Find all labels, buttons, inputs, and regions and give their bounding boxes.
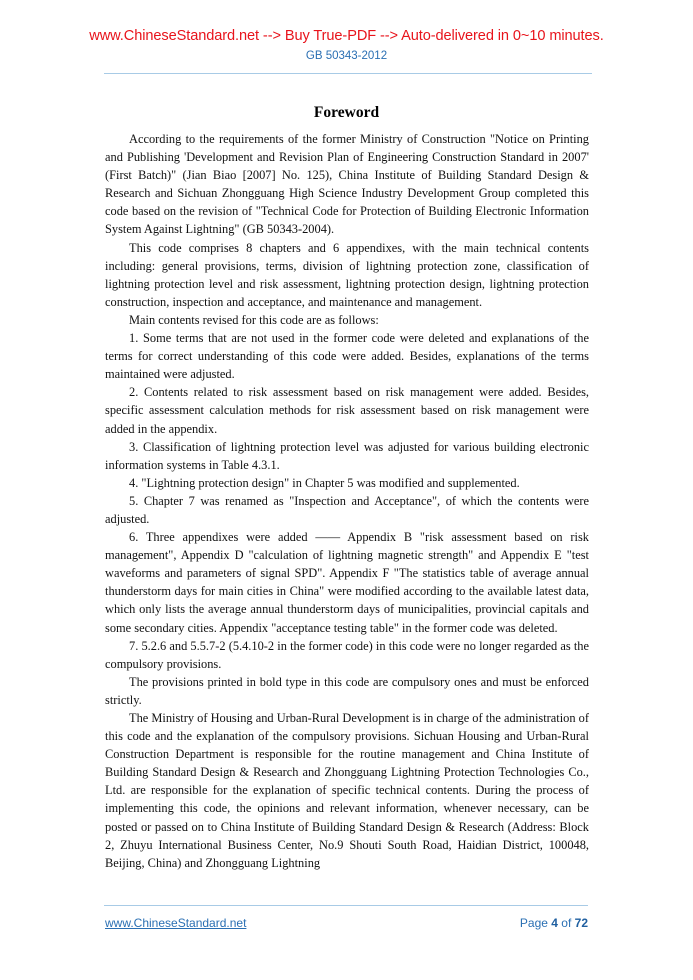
footer-site-link[interactable]: www.ChineseStandard.net [105,916,247,930]
paragraph: According to the requirements of the former Ministry of Construction "Notice on Printing and Publishing 'Development and Revision Plan of Engineering Construction Standard in 2007' (First Batch)" (Jian Biao [2007] No. 125), China Institute of Building Standard Design & Research and Sichuan Zhongguang High Science Industry Development Group completed this code based on the revision of "Technical Code for Protection of Building Electronic Information System Against Lightning" (GB 50343-2004). [105,132,589,237]
paragraph: 5. Chapter 7 was renamed as "Inspection and Acceptance", of which the contents were adjusted. [105,493,589,526]
promo-banner: www.ChineseStandard.net --> Buy True-PDF --> Auto-delivered in 0~10 minutes. [89,28,604,44]
footer-divider [104,905,588,906]
paragraph: 6. Three appendixes were added —— Appendix B "risk assessment based on risk management", Appendix D "calculation of lightning magnetic strength" and Appendix E "test waveforms and parameters of signal SPD". Appendix F "The statistics table of average annual thunderstorm days for main cities in China" were modified according to the available latest data, which only lists the average annual thunderstorm days of municipalities, provincial capitals and some secondary cities. Appendix "acceptance testing table" in the former code was deleted. [105,530,589,635]
standard-code: GB 50343-2012 [305,50,388,62]
paragraph: 2. Contents related to risk assessment based on risk management were added. Besides, specific assessment calculation methods for risk assessment based on risk management were added in the appendix. [105,385,589,436]
paragraph: Main contents revised for this code are as follows: [129,312,379,327]
page-of: of [557,916,575,930]
paragraph: 7. 5.2.6 and 5.5.7-2 (5.4.10-2 in the former code) in this code were no longer regarded as the compulsory provisions. [105,638,589,671]
page-prefix: Page [519,916,552,930]
paragraph: 1. Some terms that are not used in the former code were deleted and explanations of the terms for correct understanding of this code were added. Besides, explanations of the terms maintained were adjusted. [105,331,589,382]
page-indicator [520,916,588,930]
paragraph: 3. Classification of lightning protection level was adjusted for various building electronic information systems in Table 4.3.1. [105,439,589,472]
paragraph: This code comprises 8 chapters and 6 appendixes, with the main technical contents including: general provisions, terms, division of lightning protection zone, classification of lightning protection level and risk assessment, lightning protection design, lightning protection construction, inspection and acceptance, and maintenance and management. [105,240,589,309]
header-divider [104,73,592,74]
page-title: Foreword [313,104,380,121]
page-total: 72 [574,916,588,930]
document-body [105,130,589,872]
paragraph: The provisions printed in bold type in this code are compulsory ones and must be enforced strictly. [105,674,589,707]
paragraph: 4. "Lightning protection design" in Chapter 5 was modified and supplemented. [129,475,520,490]
page-current: 4 [551,916,558,930]
paragraph: The Ministry of Housing and Urban-Rural Development is in charge of the administration of this code and the explanation of the compulsory provisions. Sichuan Housing and Urban-Rural Construction Department is responsible for the routine management and China Institute of Building Standard Design & Research and Zhongguang Lightning Protection Technologies Co., Ltd. are responsible for the explanation of specific technical contents. During the process of implementing this code, the opinions and relevant information, whenever necessary, can be posted or passed on to China Institute of Building Standard Design & Research (Address: Block 2, Zhuyu International Business Center, No.9 Shouti South Road, Haidian District, 100048, Beijing, China) and Zhongguang Lightning [105,711,589,870]
